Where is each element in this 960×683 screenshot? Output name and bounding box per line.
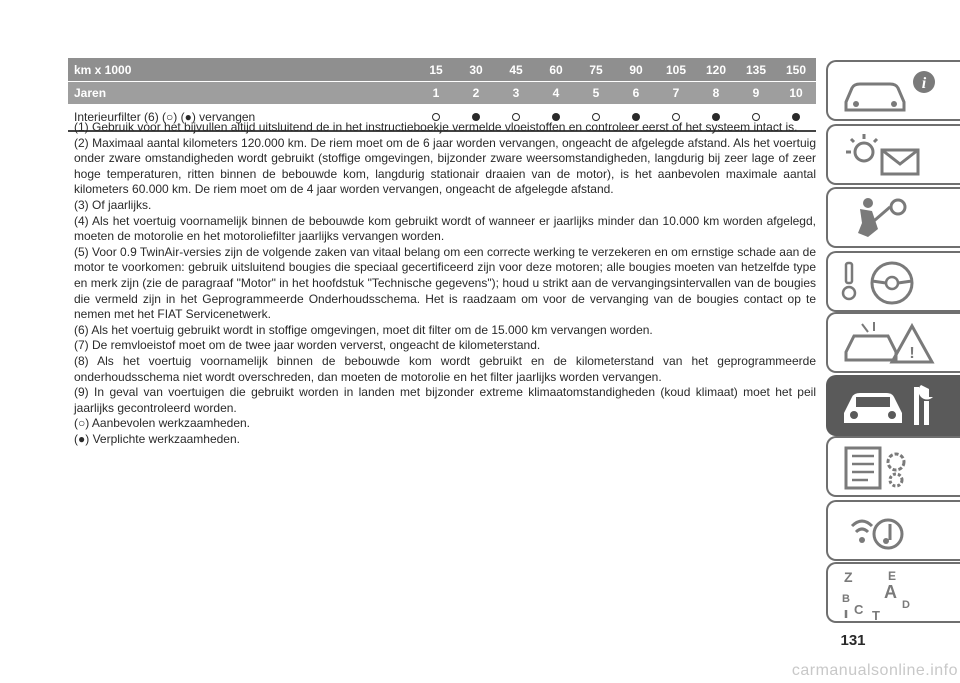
steering-wheel-icon [838,257,948,309]
index-letter: D [902,599,910,611]
tab-driving[interactable] [826,251,960,312]
year-value: 4 [552,86,560,100]
footnote: (●) Verplichte werkzaamheden. [74,431,240,446]
tab-warning-lights[interactable] [826,124,960,185]
tab-index[interactable] [826,562,960,623]
index-letter: E [888,569,897,583]
year-value: 2 [472,86,480,100]
footnote: (7) De remvloeistof moet om de twee jaar worden ververst, ongeacht de kilometerstand. [74,338,541,353]
tab-emergency[interactable] [826,312,960,373]
footnote: (2) Maximaal aantal kilometers 120.000 km. De riem moet om de 6 jaar worden vervangen, ongeacht de afgelegde afstand. Als het voertuig onder zware omstandigheden wordt gebruikt (stoffige omgevingen, bijzonder zware weersomstandigheden, langdurig bij zeer lage of zeer hoge temperaturen, ritten binnen de bebouwde kom, langdurig stationair draaien van de motor), is het aanbevolen maximale aantal kilometers 60.000 km. De riem moet om de 4 jaar worden vervangen, ongeacht de afgelegde afstand. [74,135,816,197]
years-header-label: Jaren [74,86,107,100]
km-value: 150 [785,62,807,77]
km-value: 135 [745,62,767,77]
svg-text:i: i [921,75,927,92]
km-value: 75 [589,62,603,77]
page-number: 131 [840,632,866,649]
tab-maintenance[interactable] [826,375,960,436]
footnote: (9) In geval van voertuigen die gebruikt worden in landen met bijzonder extreme klimaatomstandigheden (koud klimaat) moet het peil jaarlijks gecontroleerd worden. [74,385,816,415]
index-letter: T [872,608,880,623]
km-value: 120 [705,62,727,77]
footnote: (3) Of jaarlijks. [74,197,152,212]
km-value: 45 [509,62,523,77]
km-header-row [68,58,816,81]
years-header-row [68,81,816,104]
footnote: (4) Als het voertuig voornamelijk binnen de bebouwde kom gebruikt wordt of wanneer er jaarlijks minder dan 10.000 km worden afgelegd, moeten de motorolie en het motoroliefilter jaarlijks vervangen worden. [74,213,816,244]
year-value: 6 [632,86,640,100]
km-value: 105 [665,62,687,77]
index-letter: B [842,593,850,605]
year-value: 9 [752,86,760,100]
emergency-icon [838,318,948,370]
year-value: 10 [789,86,803,100]
km-value: 90 [629,62,643,77]
tab-safety[interactable] [826,187,960,248]
tab-car-info[interactable] [826,60,960,121]
km-value: 30 [469,62,483,77]
svg-text:!: ! [909,345,915,362]
cabin-filter-label: Interieurfilter (6) (○) (●) vervangen [74,110,256,124]
footnote: (8) Als het voertuig voornamelijk binnen de bebouwde kom wordt gebruikt en de kilometerstand van het geprogrammeerde onderhoudsschema niet wordt overschreden, dan moeten de motorolie en het filter jaarlijks worden vervangen. [74,353,816,384]
footnote: (1) Gebruik voor het bijvullen altijd uitsluitend de in het instructieboekje vermelde vloeistoffen en controleer eerst of het systeem intact is. [74,120,798,134]
car-maintenance-icon [838,381,948,433]
watermark: carmanualsonline.info [791,662,958,679]
year-value: 7 [672,86,680,100]
tab-technical-data[interactable] [826,436,960,497]
index-letter: Z [844,569,853,585]
year-value: 1 [432,86,440,100]
year-value: 8 [712,86,720,100]
km-value: 15 [429,62,443,77]
footnote: (5) Voor 0.9 TwinAir-versies zijn de volgende zaken van vitaal belang om een correcte werking te verzekeren en om ernstige schade aan de motor te voorkomen: gebruik uitsluitend bougies die speciaal gecertificeerd zijn voor deze motoren; alle bougies moeten van hetzelfde type en merk zijn (zie de paragraaf "Motor" in het hoofdstuk "Technische gegevens"); houd u strikt aan de vervangingsintervallen van de bougies die vermeld zijn in het Geprogrammeerde Onderhoudsschema. Het is raadzaam om voor de vervanging van de bougies contact op te nemen met het FIAT Servicenetwerk. [74,244,816,322]
index-letter: A [884,582,897,602]
km-header-label: km x 1000 [74,62,132,77]
footnote: (6) Als het voertuig gebruikt wordt in stoffige omgevingen, moet dit filter om de 15.000 km vervangen worden. [74,322,653,337]
year-value: 3 [512,86,520,100]
multimedia-icon [838,506,948,558]
tab-multimedia[interactable] [826,500,960,561]
warning-lights-icon [838,130,948,182]
technical-data-icon [838,442,948,494]
car-info-icon [838,66,948,118]
airbag-safety-icon [838,193,948,245]
footnotes [74,120,816,447]
footnote: (○) Aanbevolen werkzaamheden. [74,416,251,431]
index-icon [838,568,948,624]
km-value: 60 [549,62,563,77]
year-value: 5 [592,86,600,100]
index-letter: C [854,602,864,617]
